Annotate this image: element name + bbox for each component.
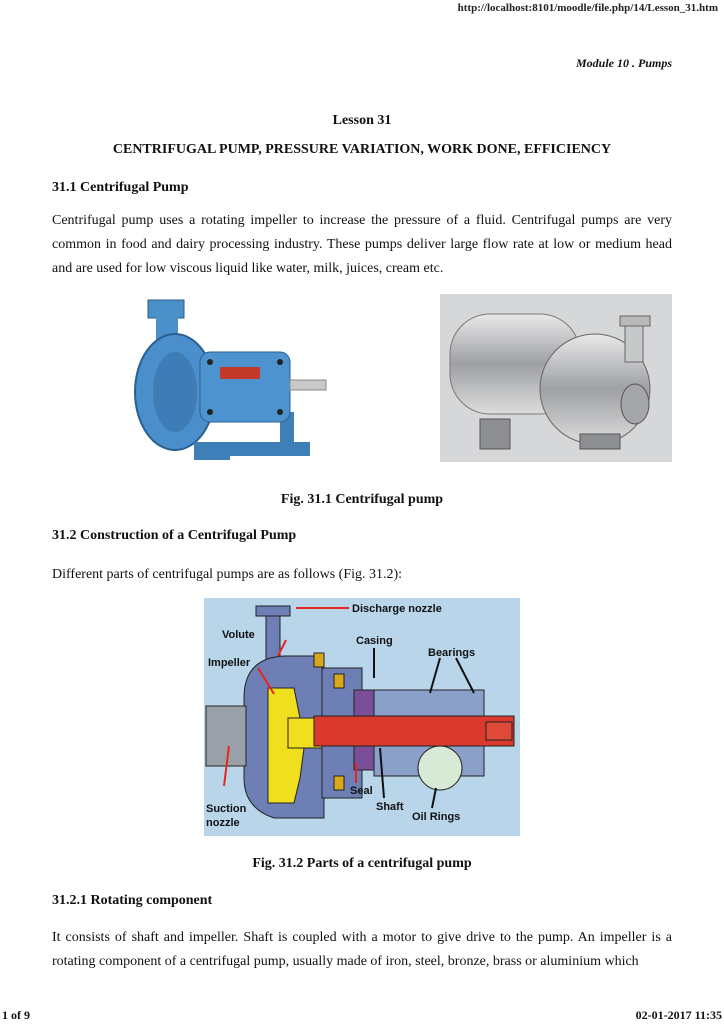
page-count: 1 of 9 (2, 1008, 30, 1022)
blue-pump-image (130, 292, 330, 472)
label-shaft: Shaft (376, 801, 404, 813)
module-label: Module 10 . Pumps (575, 56, 672, 70)
pump-parts-diagram (204, 598, 520, 836)
label-casing: Casing (356, 635, 393, 647)
section-heading-31-2-1: 31.2.1 Rotating component (52, 893, 213, 908)
section-heading-31-1: 31.1 Centrifugal Pump (52, 180, 189, 195)
label-suction: Suction (206, 803, 247, 815)
label-impeller: Impeller (208, 657, 251, 669)
section-body-31-2-1: It consists of shaft and impeller. Shaft is coupled with a motor to give drive to the pump. An impeller is a rotating component of a centrifugal pump, usually made of iron, steel, bronze, brass or aluminium which (52, 930, 672, 969)
label-nozzle: nozzle (206, 817, 240, 829)
label-seal: Seal (350, 785, 373, 797)
figure-31-1-caption: Fig. 31.1 Centrifugal pump (280, 492, 444, 507)
lesson-title: CENTRIFUGAL PUMP, PRESSURE VARIATION, WORK DONE, EFFICIENCY (112, 142, 612, 157)
section-body-31-2: Different parts of centrifugal pumps are as follows (Fig. 31.2): (52, 567, 403, 582)
label-bearings: Bearings (428, 647, 476, 659)
label-oil-rings: Oil Rings (412, 811, 461, 823)
label-volute: Volute (222, 629, 255, 641)
steel-pump-image (440, 294, 672, 462)
print-datetime: 02-01-2017 11:35 (635, 1008, 722, 1022)
section-heading-31-2: 31.2 Construction of a Centrifugal Pump (52, 528, 297, 543)
page-url: http://localhost:8101/moodle/file.php/14/Lesson_31.htm (457, 2, 718, 14)
figure-31-2-caption: Fig. 31.2 Parts of a centrifugal pump (252, 856, 472, 871)
section-body-31-1: Centrifugal pump uses a rotating impeller to increase the pressure of a fluid. Centrifugal pumps are very common in food and dairy processing industry. These pumps deliver large flow rate at low or medium head and are used for low viscous liquid like water, milk, juices, cream etc. (52, 213, 672, 276)
label-discharge-nozzle: Discharge nozzle (352, 603, 442, 615)
lesson-number: Lesson 31 (332, 113, 392, 128)
